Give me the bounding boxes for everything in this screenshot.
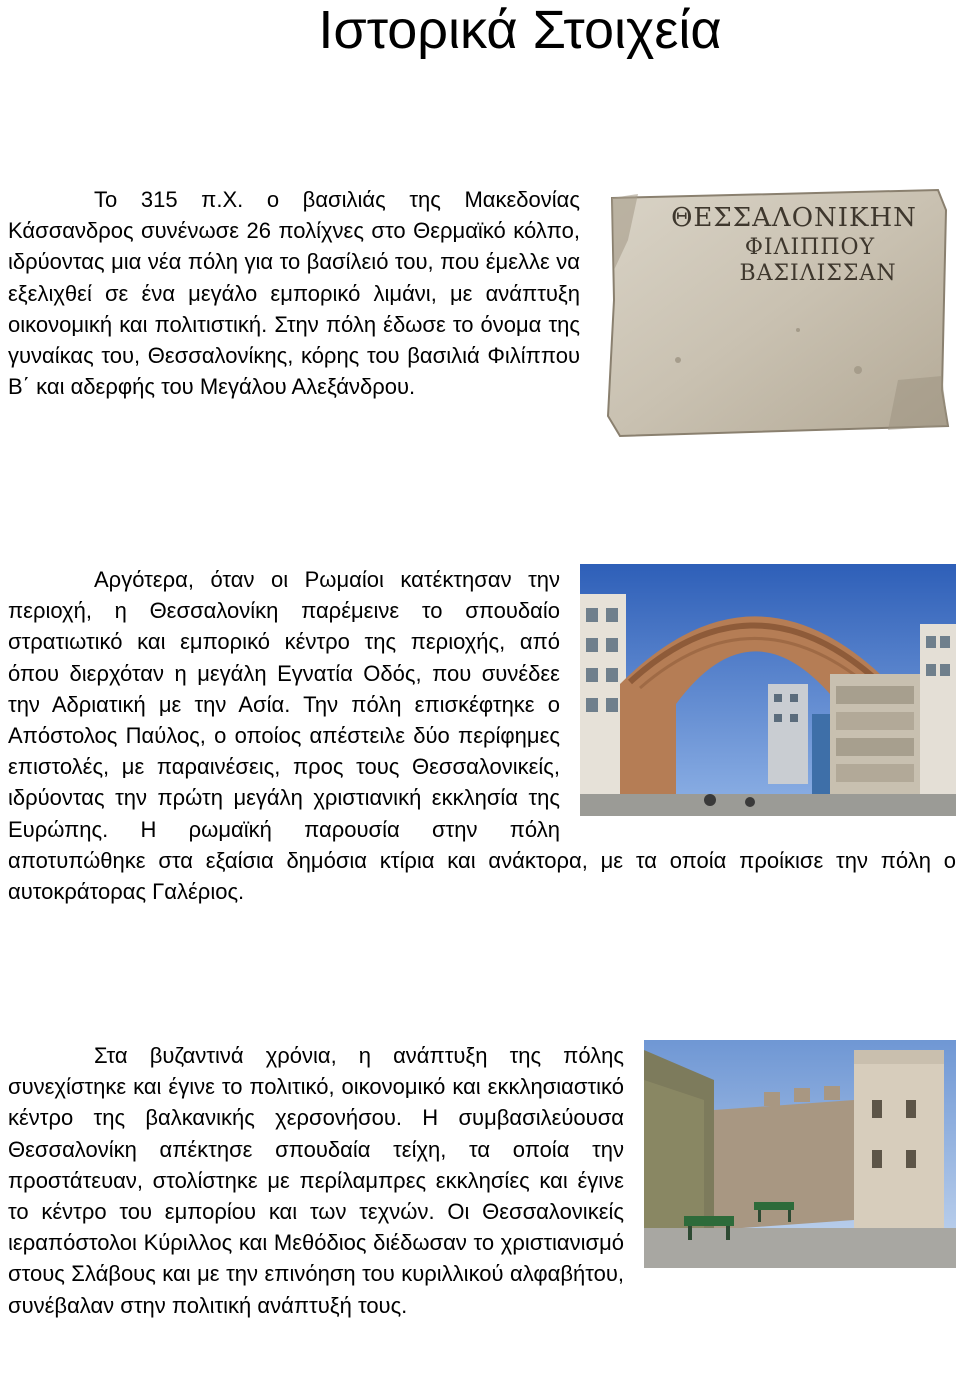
paragraph-roman: Αργότερα, όταν οι Ρωμαίοι κατέκτησαν την περιοχή, η Θεσσαλονίκη παρέμεινε το σπουδαίο στρατιωτικό και εμπορικό κέντρο της περιοχής, από όπου διερχόταν η μεγάλη Εγνατία Οδός, που συνέδεε την Αδριατική με την Ασία. Την πόλη επισκέφτηκε ο Απόστολος Παύλος, ο οποίος απέστειλε δύο περίφημες επιστολές, με παραινέσεις, προς τους Θεσσαλονικείς, ιδρύοντας την πρώτη μεγάλη χριστιανική εκκλησία της Ευρώπης. Η ρωμαϊκή παρουσία στην πόλη αποτυπώθηκε στα εξαίσια δημόσια κτίρια και ανάκτορα, με τα οποία προίκισε την πόλη ο αυτοκράτορας Γαλέριος.: [8, 567, 956, 905]
inscription-line-2: ΦΙΛΙΠΠΟΥ: [744, 235, 876, 260]
page-title: Ιστορικά Στοιχεία: [318, 0, 722, 60]
paragraph-founding: Το 315 π.Χ. ο βασιλιάς της Μακεδονίας Κάσσανδρος συνένωσε 26 πολίχνες στο Θερμαϊκό κόλπο, ιδρύοντας μια νέα πόλη για το βασίλειό του, που έμελλε να εξελιχθεί σε ένα μεγάλο εμπορικό λιμάνι, με ανάπτυξη οικονομική και πολιτιστική. Στην πόλη έδωσε το όνομα της γυναίκας του, Θεσσαλονίκης, κόρης του βασιλιά Φιλίππου Β΄ και αδερφής του Μεγάλου Αλεξάνδρου.: [8, 187, 580, 400]
inscription-stone-image: [598, 180, 954, 440]
arch-of-galerius-image: [580, 564, 956, 816]
inscription-line-3: ΒΑΣΙΛΙΣΣΑΝ: [739, 261, 897, 286]
paragraph-roman-section: [8, 564, 956, 907]
white-tower-walls-image: [644, 1040, 956, 1268]
paragraph-byzantine-section: [8, 1040, 956, 1321]
inscription-line-1: ΘΕΣΣΑΛΟΝΙΚΗΝ: [671, 203, 917, 233]
paragraph-byzantine: Στα βυζαντινά χρόνια, η ανάπτυξη της πόλης συνεχίστηκε και έγινε το πολιτικό, οικονομικό και εκκλησιαστικό κέντρο της βαλκανικής χερσονήσου. Η συμβασιλεύουσα Θεσσαλονίκη απέκτησε σπουδαία τείχη, τα οποία την προστάτευαν, στολίστηκε με περίλαμπρες εκκλησίες και έγινε το κέντρο του εμπορίου και των τεχνών. Οι Θεσσαλονικείς ιεραπόστολοι Κύριλλος και Μεθόδιος διέδωσαν το χριστιανισμό στους Σλάβους και με την επινόηση του κυριλλικού αλφαβήτου, συνέβαλαν στην πολιτική ανάπτυξή τους.: [8, 1043, 624, 1318]
